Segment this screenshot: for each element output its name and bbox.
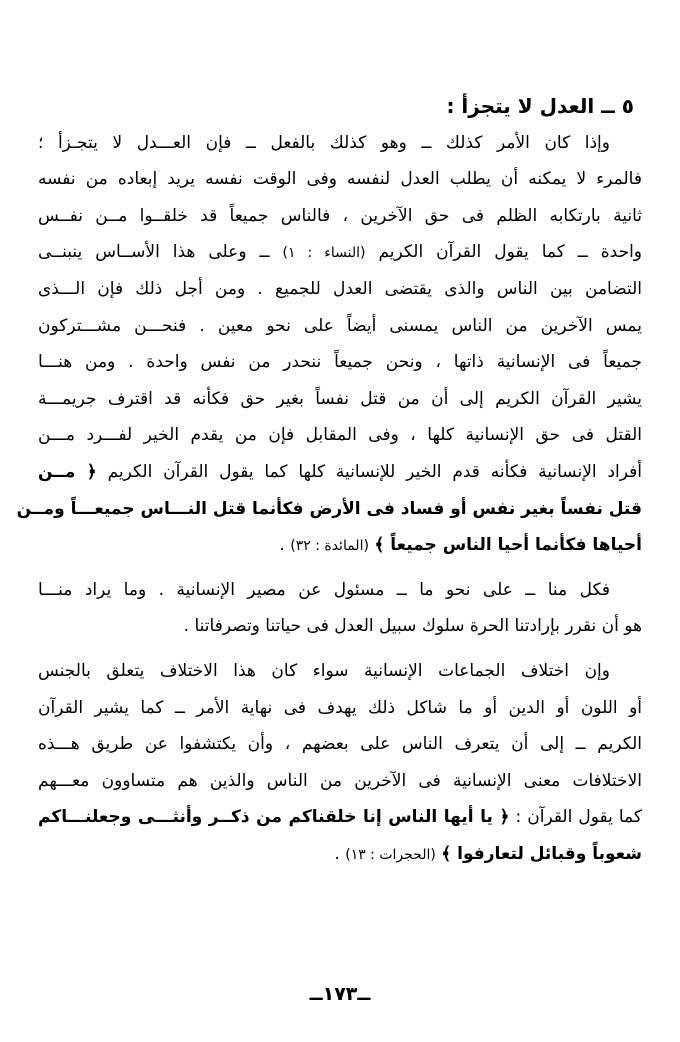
quran-reference: (المائدة : ٣٢) [290,538,369,555]
text-line [38,454,642,491]
text-line: فالمرء لا يمكنه أن يطلب العدل لنفسه وفى الوقت نفسه يريد إبعاده من نفسه [38,169,642,190]
line-segment: . [279,535,291,556]
text-line: أو اللون أو الدين أو ما شاكل ذلك يهدف فى نهاية الأمر ــ كما يشير القرآن [38,697,642,718]
text-line [38,799,642,836]
text-line: الاختلافات معنى الإنسانية فى الآخرين من الناس والذين هم متساوون معـــهم [38,770,642,791]
text-line: وإن اختلاف الجماعات الإنسانية سواء كان هذا الاختلاف يتعلق بالجنس [38,660,610,681]
text-line: القتل فى حق الإنسانية كلها ، وفى المقابل فإن من يقدم الخير لفـــرد مـــن [38,425,642,446]
text-line [38,527,642,564]
text-line [38,234,642,271]
section-heading: ٥ ــ العدل لا يتجزأ : [446,94,634,118]
page-number: ــ١٧٣ــ [309,983,371,1005]
quran-quote: أحياها فكأنما أحيا الناس جميعاً ﴾ [374,535,642,556]
text-line: هو أن نقرر بإرادتنا الحرة سلوك سبيل العدل فى حياتنا وتصرفاتنا . [183,616,642,637]
text-line: التضامن بين الناس والذى يقتضى العدل للجميع . ومن أجل ذلك فإن الـــذى [38,278,642,299]
quran-quote-line: قتل نفساً بغير نفس أو فساد فى الأرض فكأنما قتل النـــاس جميعـــاً ومــن [16,498,642,519]
quran-reference: (النساء : ١) [282,245,366,262]
line-segment: أفراد الإنسانية فكأنه قدم الخير للإنسانية كلها كما يقول القرآن الكريم [107,461,642,482]
quran-quote: شعوباً وقبائل لتعارفوا ﴾ [441,843,642,864]
quran-quote: ﴿ يا أيها الناس إنا خلقناكم من ذكــر وأنثـــى وجعلنـــاكم [38,807,510,828]
line-segment: واحدة ــ كما يقول القرآن الكريم [378,242,643,263]
text-line: جميعاً فى الإنسانية ذاتها ، ونحن جميعاً ننحدر من نفس واحدة . ومن هنـــا [38,352,642,373]
line-segment: ــ وعلى هذا الأســاس ينبنــى [38,242,270,263]
quran-quote: ﴿ مــن [38,461,97,482]
paragraph [38,653,642,873]
quran-reference: (الحجرات : ١٣) [345,846,436,863]
paragraph [38,572,642,645]
line-segment: . [334,843,346,864]
text-line: فكل منا ــ على نحو ما ــ مسئول عن مصير الإنسانية . وما يراد منـــا [38,579,610,600]
text-line: وإذا كان الأمر كذلك ــ وهو كذلك بالفعل ــ فإن العـــدل لا يتجـزأ ؛ [38,132,610,153]
text-line: الكريم ــ إلى أن يتعرف الناس على بعضهم ، وأن يكتشفوا عن طريق هـــذه [38,734,642,755]
line-segment: كما يقول القرآن : [515,807,642,828]
page-body [16,88,643,872]
paragraph [16,125,643,564]
text-line: يشير القرآن الكريم إلى أن من قتل نفساً بغير حق فكأنه قد اقترف جريمـــة [38,388,642,409]
text-line: ثانية بارتكابه الظلم فى حق الآخرين ، فالناس جميعاً قد خلقــوا مــن نفــس [38,205,642,226]
text-line: يمس الآخرين من الناس يمسنى أيضاً على نحو معين . فنحـــن مشـــتركون [38,315,642,336]
text-line [38,836,642,873]
